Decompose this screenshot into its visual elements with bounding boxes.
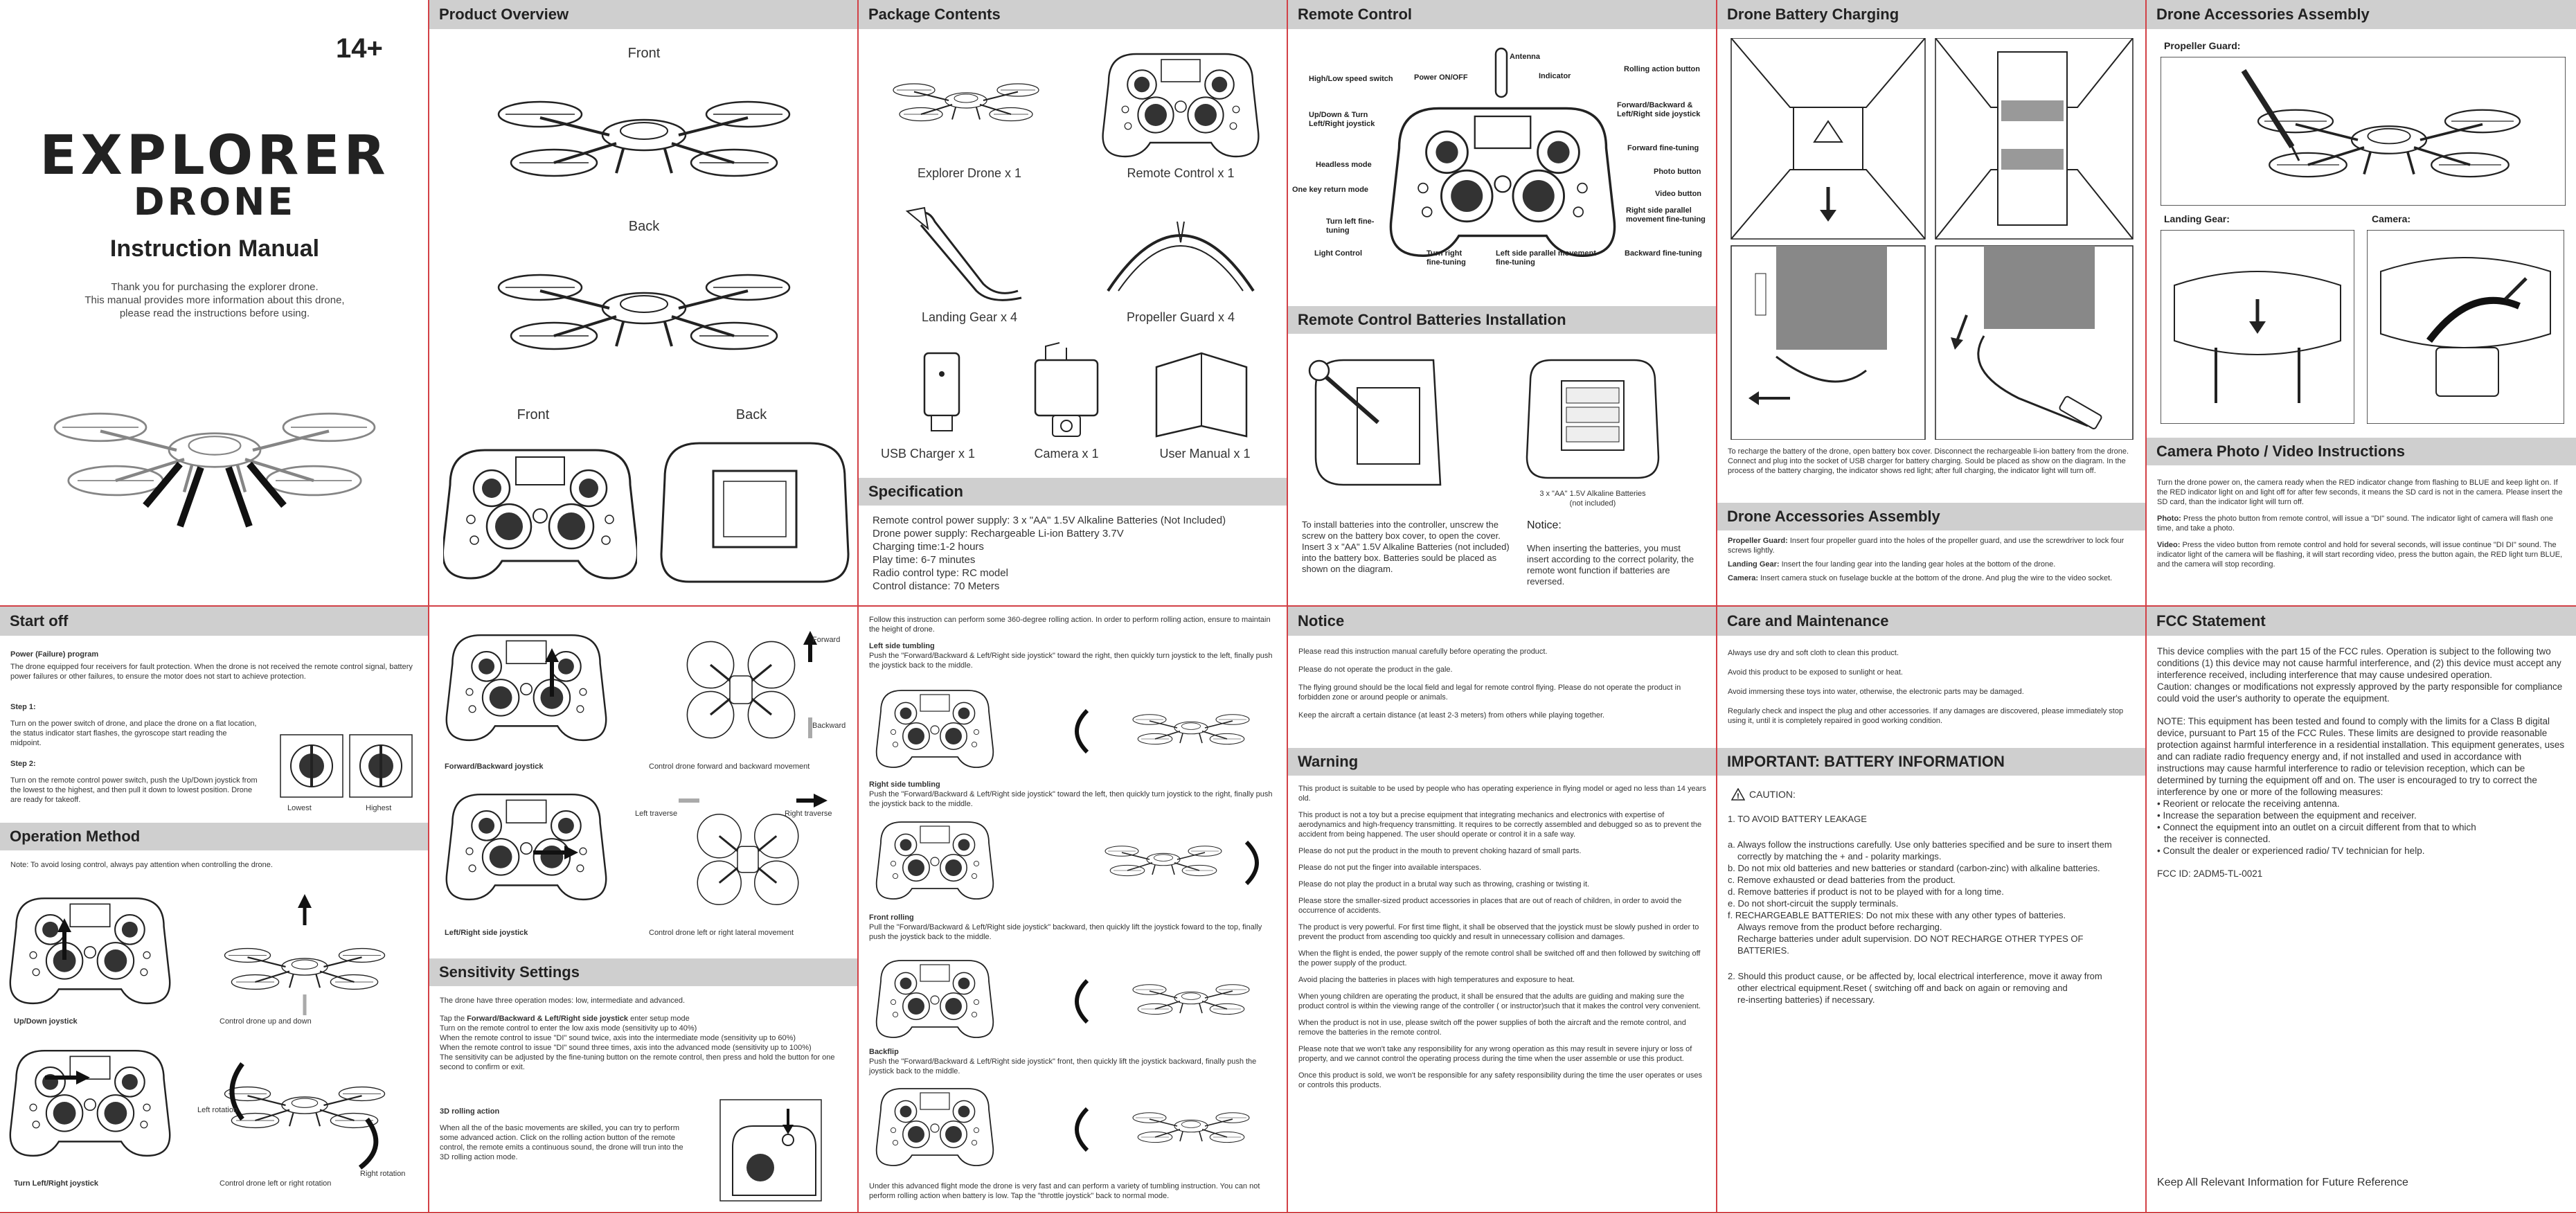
notice-text: When inserting the batteries, you must insert according to the correct polarity, the remote wont function if batteries are reversed.	[1527, 543, 1694, 587]
label-backfine: Backward fine-tuning	[1625, 249, 1702, 258]
assembly-desc: Insert camera stuck on fuselage buckle at the bottom of the drone. And plug the wire to the video socket.	[1758, 574, 2113, 582]
assembly-label: Camera:	[1728, 574, 1759, 582]
fcc-id: FCC ID: 2ADM5-TL-0021	[2157, 868, 2263, 879]
item-label: User Manual x 1	[1159, 447, 1251, 461]
caution-label: CAUTION:	[1749, 789, 1796, 800]
accessories-panel	[2147, 0, 2576, 607]
step2-text: Turn on the remote control power switch, push the Up/Down joystick from the lowest to the highest, and then pull it down to lowest position. Drone are ready for takeoff.	[10, 776, 258, 804]
intro-line-2: This manual provides more information about this drone,	[84, 294, 345, 306]
lr-remote	[443, 787, 609, 904]
left-tumble-text: Push the "Forward/Backward & Left/Right side joystick" toward the right, then quickly turn joystick to the left, finally push the joystick back to the middle.	[869, 652, 1273, 670]
item-label: Camera x 1	[1034, 447, 1099, 461]
battery-h2b: other electrical equipment.Reset ( switching off and back on again or removing and	[1737, 983, 2068, 993]
brand-title: EXPLORER	[39, 125, 390, 187]
product-overview-panel	[429, 0, 859, 607]
photo-desc: Press the photo button from remote control, will issue a "DI" sound. The indicator light of camera will flash one time, and take a photo.	[2157, 515, 2553, 533]
label-updown: Up/Down & Turn Left/Right joystick	[1309, 111, 1375, 128]
label-speed: High/Low speed switch	[1309, 75, 1393, 83]
package-contents-panel	[859, 0, 1288, 607]
user-manual-image	[1150, 346, 1253, 443]
camera-label: Camera:	[2372, 213, 2411, 224]
assembly-label: Landing Gear:	[1728, 560, 1780, 569]
charging-text: To recharge the battery of the drone, open battery box cover. Disconnect the rechargeable li-ion battery from the drone. Connect and plug into the socket of USB charger for battery charging. Sould be placed as show on the diagram. In the process of the battery charging, the indicator shows red light; after full charging, the indicator light will turn off.	[1728, 447, 2129, 475]
notice-list	[1298, 647, 1707, 720]
lr-drone	[637, 780, 845, 918]
section-title: FCC Statement	[2147, 607, 2576, 636]
photo-label: Photo:	[2157, 515, 2181, 523]
camera-image	[1018, 339, 1115, 443]
sensitivity-title: Sensitivity Settings	[429, 958, 859, 986]
care-line: Avoid this product to be exposed to sunlight or heat.	[1728, 668, 1903, 677]
battery-line: d. Remove batteries if product is not to be played with for a long time.	[1728, 886, 2004, 897]
warning-line: Once this product is sold, we won't be responsible for any safety responsibility during the time the user operates or uses or controls this products.	[1298, 1071, 1702, 1089]
fcc-panel	[2147, 607, 2576, 1213]
manual-title: Instruction Manual	[109, 235, 320, 262]
sens-line: The sensitivity can be adjusted by the fine-tuning button on the remote control, then press and hold the button for one second to confirm or exit.	[440, 1053, 835, 1071]
battery-info-title: IMPORTANT: BATTERY INFORMATION	[1717, 748, 2147, 776]
highest-label: Highest	[366, 804, 392, 812]
fcc-p1: This device complies with the part 15 of the FCC rules. Operation is subject to the following two conditions (1) this device may not cause harmful interference, and (2) this device must accept any interference received, including interference that may cause undesired operation.	[2157, 646, 2561, 680]
intro-line-3: please read the instructions before using.	[119, 307, 310, 319]
camera-intro: Turn the drone power on, the camera ready when the RED indicator change from flashing to BLUE and keep light on. If the RED indicator light on and light off for after few seconds, it means the SD card is not in the camera. Please insert the SD card, than the indicator light will turn off.	[2157, 479, 2563, 506]
fb-caption: Control drone forward and backward movement	[649, 762, 810, 771]
battery-info-text	[1728, 813, 2136, 1006]
battery-h2: 2. Should this product cause, or be affected by, local electrical interference, move it away from	[1728, 971, 2102, 981]
right-traverse-label: Right traverse	[785, 810, 832, 818]
landing-gear-image	[900, 201, 1039, 305]
movement-panel	[429, 607, 859, 1213]
propeller-guard-image	[1094, 201, 1267, 305]
sens-line: When the remote control to issue "DI" sound three times, axis into the advanced mode (sensitivity up to 100%)	[440, 1044, 812, 1052]
camera-diagram	[2367, 230, 2564, 424]
front-roll-title: Front rolling	[869, 913, 914, 922]
age-badge: 14+	[336, 33, 383, 64]
item-label: Landing Gear x 4	[921, 310, 1018, 324]
backflip-diagram	[873, 1078, 1281, 1175]
label-rolling: Rolling action button	[1624, 65, 1700, 73]
charging-diagrams	[1728, 38, 2136, 440]
turn-label: Turn Left/Right joystick	[14, 1179, 99, 1188]
pf-title: Power (Failure) program	[10, 650, 99, 659]
warning-line: When the flight is ended, the power supply of the remote control shall be switched off and then followed by switching off the power supply of the product.	[1298, 949, 1701, 967]
spec-line: Radio control type: RC model	[873, 567, 1008, 579]
assembly-title: Drone Accessories Assembly	[1717, 503, 2147, 530]
right-tumble-diagram	[873, 814, 1281, 904]
fcc-p3: NOTE: This equipment has been tested and found to comply with the limits for a Class B digital device, pursuant to Part 15 of the FCC Rules. These limits are designed to provide reasonable protection against harmful interference in a residential installation. This equipment generates, uses and can radiate radio frequency energy and, if not installed and used in accordance with instructions may cause harmful interference to radio or television reception, which can be determined by turning the equipment off and on. The user is encouraged to try to correct the interference by one or more of the following measures:	[2157, 716, 2565, 797]
drone-front-image	[485, 69, 803, 208]
notice-line: Please read this instruction manual carefully before operating the product.	[1298, 648, 1548, 656]
rolling-panel	[859, 607, 1288, 1213]
warning-list	[1298, 784, 1707, 1090]
label-fwd-fine: Forward fine-tuning	[1627, 144, 1699, 152]
remote-front-label: Front	[517, 407, 550, 422]
fcc-bullet: the receiver is connected.	[2164, 834, 2271, 844]
camera-instr-text	[2157, 478, 2566, 569]
start-off-panel	[0, 607, 429, 1213]
front-roll-text: Pull the "Forward/Backward & Left/Right side joystick" backward, then quickly lift the joystick foward to the top, finally push the joystick back to the middle.	[869, 923, 1262, 941]
section-title: Product Overview	[429, 0, 857, 29]
battery-cover-image	[1302, 346, 1454, 499]
label-antenna: Antenna	[1510, 53, 1540, 61]
section-title: Drone Battery Charging	[1717, 0, 2145, 29]
turn-remote	[7, 1036, 173, 1168]
camera-instr-title: Camera Photo / Video Instructions	[2147, 438, 2576, 465]
spec-title: Specification	[859, 478, 1288, 506]
label-headless: Headless mode	[1316, 161, 1372, 169]
warning-line: This product is not a toy but a precise equipment that integrating mechanics and electronics with expertise of aerodynamics and high-frequency transmitting. It requires to be correctly assembled and debugged so as to prevent the accident from being happened. The user should operate or control it in a safe way.	[1298, 811, 1702, 839]
assembly-text	[1728, 536, 2136, 583]
label-light: Light Control	[1314, 249, 1363, 258]
battery-line: c. Remove exhausted or dead batteries from the product.	[1728, 875, 1956, 885]
battery-line: b. Do not mix old batteries and new batteries or standard (carbon-zinc) with alkaline batteries.	[1728, 863, 2100, 873]
notice-line: The flying ground should be the local field and legal for remote control flying. Please do not operate the product in forbidden zone or around people or animals.	[1298, 684, 1681, 702]
spec-line: Drone power supply: Rechargeable Li-ion Battery 3.7V	[873, 528, 1124, 539]
label-fwd: Forward/Backward & Left/Right side joystick	[1617, 101, 1701, 118]
cover-panel	[0, 0, 429, 607]
fb-remote	[443, 627, 609, 745]
label-power: Power ON/OFF	[1414, 73, 1468, 82]
label-indicator: Indicator	[1539, 72, 1571, 80]
battery-h2c: re-inserting batteries) if necessary.	[1737, 994, 1875, 1005]
video-desc: Press the video button from remote control and hold for several seconds, will issue continue "DI DI" sound. The indicator light of the camera will be flashing, it will start recording video, press the button again, the RED light turn BLUE, and the camera will stop recording.	[2157, 541, 2563, 569]
backward-label: Backward	[812, 722, 846, 730]
landing-gear-label: Landing Gear:	[2164, 213, 2230, 224]
notice-line: Keep the aircraft a certain distance (at least 2-3 meters) from others while playing together.	[1298, 711, 1605, 720]
backflip-text: Push the "Forward/Backward & Left/Right side joystick" front, then quickly lift the joystick backward, finally push the joystick back to the middle.	[869, 1057, 1257, 1075]
lowest-label: Lowest	[287, 804, 312, 812]
notice-label: Notice:	[1527, 519, 1562, 531]
propeller-guard-diagram	[2161, 57, 2566, 206]
rc-battery-title: Remote Control Batteries Installation	[1288, 306, 1717, 334]
warning-line: Please do not put the finger into available interspaces.	[1298, 864, 1482, 872]
drone-back-image	[485, 242, 803, 381]
fb-label: Forward/Backward joystick	[445, 762, 544, 771]
section-title: Notice	[1288, 607, 1716, 636]
batt-label: 3 x "AA" 1.5V Alkaline Batteries	[1539, 490, 1646, 498]
label-turnright: Turn right fine-tuning	[1426, 249, 1466, 267]
remote-control-panel	[1288, 0, 1717, 607]
label-onekey: One key return mode	[1292, 186, 1369, 194]
caution-row	[1731, 788, 1796, 801]
rc-battery-text: To install batteries into the controller, unscrew the screw on the battery box cover, to open the cover. Insert 3 x "AA" 1.5V Alkaline Batteries (not included) into the battery box. Batteries sould be placed as shown on the diagram.	[1302, 519, 1510, 574]
updown-caption: Control drone up and down	[220, 1017, 312, 1026]
cover-intro	[0, 280, 429, 320]
left-rot-label: Left rotation	[197, 1106, 238, 1114]
landing-gear-diagram	[2161, 230, 2354, 424]
spec-line: Remote control power supply: 3 x "AA" 1.5V Alkaline Batteries (Not Included)	[873, 515, 1226, 526]
item-label: Remote Control x 1	[1127, 166, 1235, 180]
care-line: Regularly check and inspect the plug and other accessories. If any damages are discovered, please immediately stop using it, until it is completely repaired in good working condition.	[1728, 707, 2124, 725]
fcc-text	[2157, 645, 2566, 880]
drone-illustration	[42, 346, 388, 554]
item-label: Explorer Drone x 1	[917, 166, 1022, 180]
warning-line: Please do not put the product in the mouth to prevent choking hazard of small parts.	[1298, 847, 1582, 855]
lr-label: Left/Right side joystick	[445, 929, 528, 937]
roll-text: When all the of the basic movements are skilled, you can try to perform some advanced action. Click on the rolling action button of the remote control, the remote emits a continuous sound, the drone will trun into the 3D rolling action mode.	[440, 1124, 683, 1161]
spec-line: Control distance: 70 Meters	[873, 580, 1000, 592]
forward-label: Forward	[812, 636, 841, 644]
rolling-intro: Follow this instruction can perform some 360-degree rolling action. In order to perform rolling action, ensure to maintain the height of drone.	[869, 616, 1271, 634]
fcc-bullet: • Increase the separation between the equipment and receiver.	[2157, 810, 2417, 821]
throttle-diagram	[277, 731, 415, 801]
backflip-title: Backflip	[869, 1048, 899, 1056]
opmode-title: Operation Method	[0, 823, 429, 850]
step2-title: Step 2:	[10, 760, 36, 768]
sens-p1: The drone have three operation modes: low, intermediate and advanced.	[440, 997, 686, 1005]
left-traverse-label: Left traverse	[635, 810, 678, 818]
notice-line: Please do not operate the product in the gale.	[1298, 666, 1453, 674]
assembly-desc: Insert the four landing gear into the landing gear holes at the bottom of the drone.	[1779, 560, 2056, 569]
battery-line: e. Do not short-circuit the supply terminals.	[1728, 898, 1899, 909]
spec-line: Charging time:1-2 hours	[873, 541, 984, 553]
right-tumble-text: Push the "Forward/Backward & Left/Right side joystick" toward the left, then quickly turn joystick to the right, finally push the joystick back to the middle.	[869, 790, 1273, 808]
lr-caption: Control drone left or right lateral movement	[649, 929, 794, 937]
roll-title: 3D rolling action	[440, 1107, 500, 1116]
propeller-guard-label: Propeller Guard:	[2164, 40, 2241, 51]
fcc-bullet: • Connect the equipment into an outlet on a circuit different from that to which	[2157, 822, 2476, 832]
battery-line: a. Always follow the instructions carefully. Use only batteries specified and be sure to insert them	[1728, 839, 2112, 850]
warning-line: The product is very powerful. For first time flight, it shall be observed that the joystick must be slowly pushed in order to prevent the product from ascending too quickly and result in unnecessary collision and damages.	[1298, 923, 1699, 941]
svg-text:!: !	[1737, 792, 1739, 801]
right-rot-label: Right rotation	[360, 1170, 406, 1178]
battery-spec-note	[1510, 489, 1676, 508]
sens-p2a: Tap the	[440, 1015, 467, 1023]
intro-line-1: Thank you for purchasing the explorer drone.	[111, 281, 319, 293]
label-turnleft: Turn left fine-tuning	[1326, 217, 1375, 235]
spec-line: Play time: 6-7 minutes	[873, 554, 976, 566]
battery-h1: 1. TO AVOID BATTERY LEAKAGE	[1728, 814, 1867, 824]
updown-remote	[7, 884, 173, 1015]
video-label: Video:	[2157, 541, 2181, 549]
label-leftside: Left side parallel movement fine-tuning	[1496, 249, 1596, 267]
remote-item-image	[1094, 42, 1267, 166]
front-roll-diagram	[873, 946, 1281, 1050]
fcc-bullet: • Consult the dealer or experienced radio/ TV technician for help.	[2157, 846, 2425, 856]
sens-line: Turn on the remote control to enter the low axis mode (sensitivity up to 40%)	[440, 1024, 697, 1033]
battery-line: f. RECHARGEABLE BATTERIES: Do not mix these with any other types of batteries.	[1728, 910, 2066, 920]
section-title: Start off	[0, 607, 428, 636]
front-label: Front	[627, 46, 661, 61]
usb-charger-image	[904, 346, 980, 436]
item-label: USB Charger x 1	[880, 447, 976, 461]
care-line: Always use dry and soft cloth to clean this product.	[1728, 649, 1899, 657]
warning-line: Please note that we won't take any responsibility for any wrong operation as this may result in severe injury or loss of property, and we cannot control the operating process during the time when the user assemble or use this product.	[1298, 1045, 1692, 1063]
warning-line: When the product is not in use, please switch off the power supplies of both the aircraft and the remote control, and remove the batteries in the remote control.	[1298, 1019, 1686, 1037]
batt-label: (not included)	[1569, 499, 1616, 508]
warning-title: Warning	[1288, 748, 1717, 776]
opmode-note: Note: To avoid losing control, always pay attention when controlling the drone.	[10, 861, 273, 869]
label-rightside: Right side parallel movement fine-tuning	[1626, 206, 1706, 224]
care-line: Avoid immersing these toys into water, otherwise, the electronic parts may be damaged.	[1728, 688, 2024, 696]
assembly-label: Propeller Guard:	[1728, 537, 1788, 545]
brand-subtitle: DRONE	[133, 180, 296, 224]
fcc-footer: Keep All Relevant Information for Future Reference	[2157, 1177, 2408, 1188]
item-label: Propeller Guard x 4	[1126, 310, 1235, 324]
care-panel	[1717, 607, 2147, 1213]
sens-p2b: Forward/Backward & Left/Right side joystick	[467, 1015, 629, 1023]
battery-line: correctly by matching the + and - polarity markings.	[1737, 851, 1942, 862]
label-photo: Photo button	[1654, 168, 1701, 176]
left-tumble-title: Left side tumbling	[869, 642, 935, 650]
right-tumble-title: Right side tumbling	[869, 780, 940, 789]
remote-front-image	[443, 436, 637, 589]
notice-panel	[1288, 607, 1717, 1213]
remote-back-label: Back	[735, 407, 767, 422]
warning-line: Please store the smaller-sized product accessories in places that are out of reach of children, in order to avoid the occurrence of accidents.	[1298, 897, 1682, 915]
sens-line: When the remote control to issue "DI" sound twice, axis into the intermediate mode (sensitivity up to 60%)	[440, 1034, 796, 1042]
pf-text: The drone equipped four receivers for fault protection. When the drone is not received the remote control signal, battery power failures or other failures, to ensure the motor does not start to achieve protection.	[10, 663, 413, 681]
back-label: Back	[628, 219, 660, 234]
remote-back-image	[658, 436, 852, 589]
battery-line: Recharge batteries under adult supervision. DO NOT RECHARGE OTHER TYPES OF BATTERIES.	[1737, 934, 2084, 956]
section-title: Drone Accessories Assembly	[2147, 0, 2576, 29]
battery-line: Always remove from the product before recharging.	[1737, 922, 1942, 932]
fcc-bullet: • Reorient or relocate the receiving antenna.	[2157, 798, 2340, 809]
rolling-footer: Under this advanced flight mode the drone is very fast and can perform a variety of tumbling instruction. You can not perform rolling action when battery is low. Tap the "throttle joystick" back to normal mode.	[869, 1182, 1260, 1200]
care-list	[1728, 648, 2136, 726]
step1-text: Turn on the power switch of drone, and place the drone on a flat location, the status indicator start flashes, the gyroscope start reading the midpoint.	[10, 720, 257, 747]
spec-list	[873, 514, 1226, 593]
warning-line: When young children are operating the product, it shall be ensured that the adults are guiding and making sure the product control is within the viewing range of the controller ( or instructor)such that it makes the control very convenient.	[1298, 992, 1701, 1010]
warning-line: Avoid placing the batteries in places with high temperatures and exposure to heat.	[1298, 976, 1575, 984]
battery-box-image	[1523, 353, 1662, 485]
assembly-desc: Insert four propeller guard into the holes of the propeller guard, and use the screwdriver to lock four screws lightly.	[1728, 537, 2125, 555]
updown-label: Up/Down joystick	[14, 1017, 78, 1026]
turn-caption: Control drone left or right rotation	[220, 1179, 332, 1188]
battery-charging-panel	[1717, 0, 2147, 607]
warning-line: Please do not play the product in a brutal way such as throwing, crashing or twisting it.	[1298, 880, 1590, 889]
section-title: Package Contents	[859, 0, 1287, 29]
sens-p2c: enter setup mode	[628, 1015, 690, 1023]
warning-triangle-icon	[1731, 788, 1745, 801]
updown-drone	[208, 891, 402, 1022]
label-video: Video button	[1655, 190, 1702, 198]
sensitivity-text	[440, 996, 848, 1072]
fcc-p2: Caution: changes or modifications not expressly approved by the party responsible for compliance could void the user's authority to operate the equipment.	[2157, 681, 2563, 704]
section-title: Care and Maintenance	[1717, 607, 2145, 636]
step1-title: Step 1:	[10, 703, 36, 711]
warning-line: This product is suitable to be used by people who has operating experience in flying model or aged no less than 14 years old.	[1298, 785, 1706, 803]
left-tumble-diagram	[873, 683, 1281, 773]
section-title: Remote Control	[1288, 0, 1716, 29]
roll-remote	[719, 1098, 823, 1202]
drone-item-image	[886, 48, 1046, 159]
